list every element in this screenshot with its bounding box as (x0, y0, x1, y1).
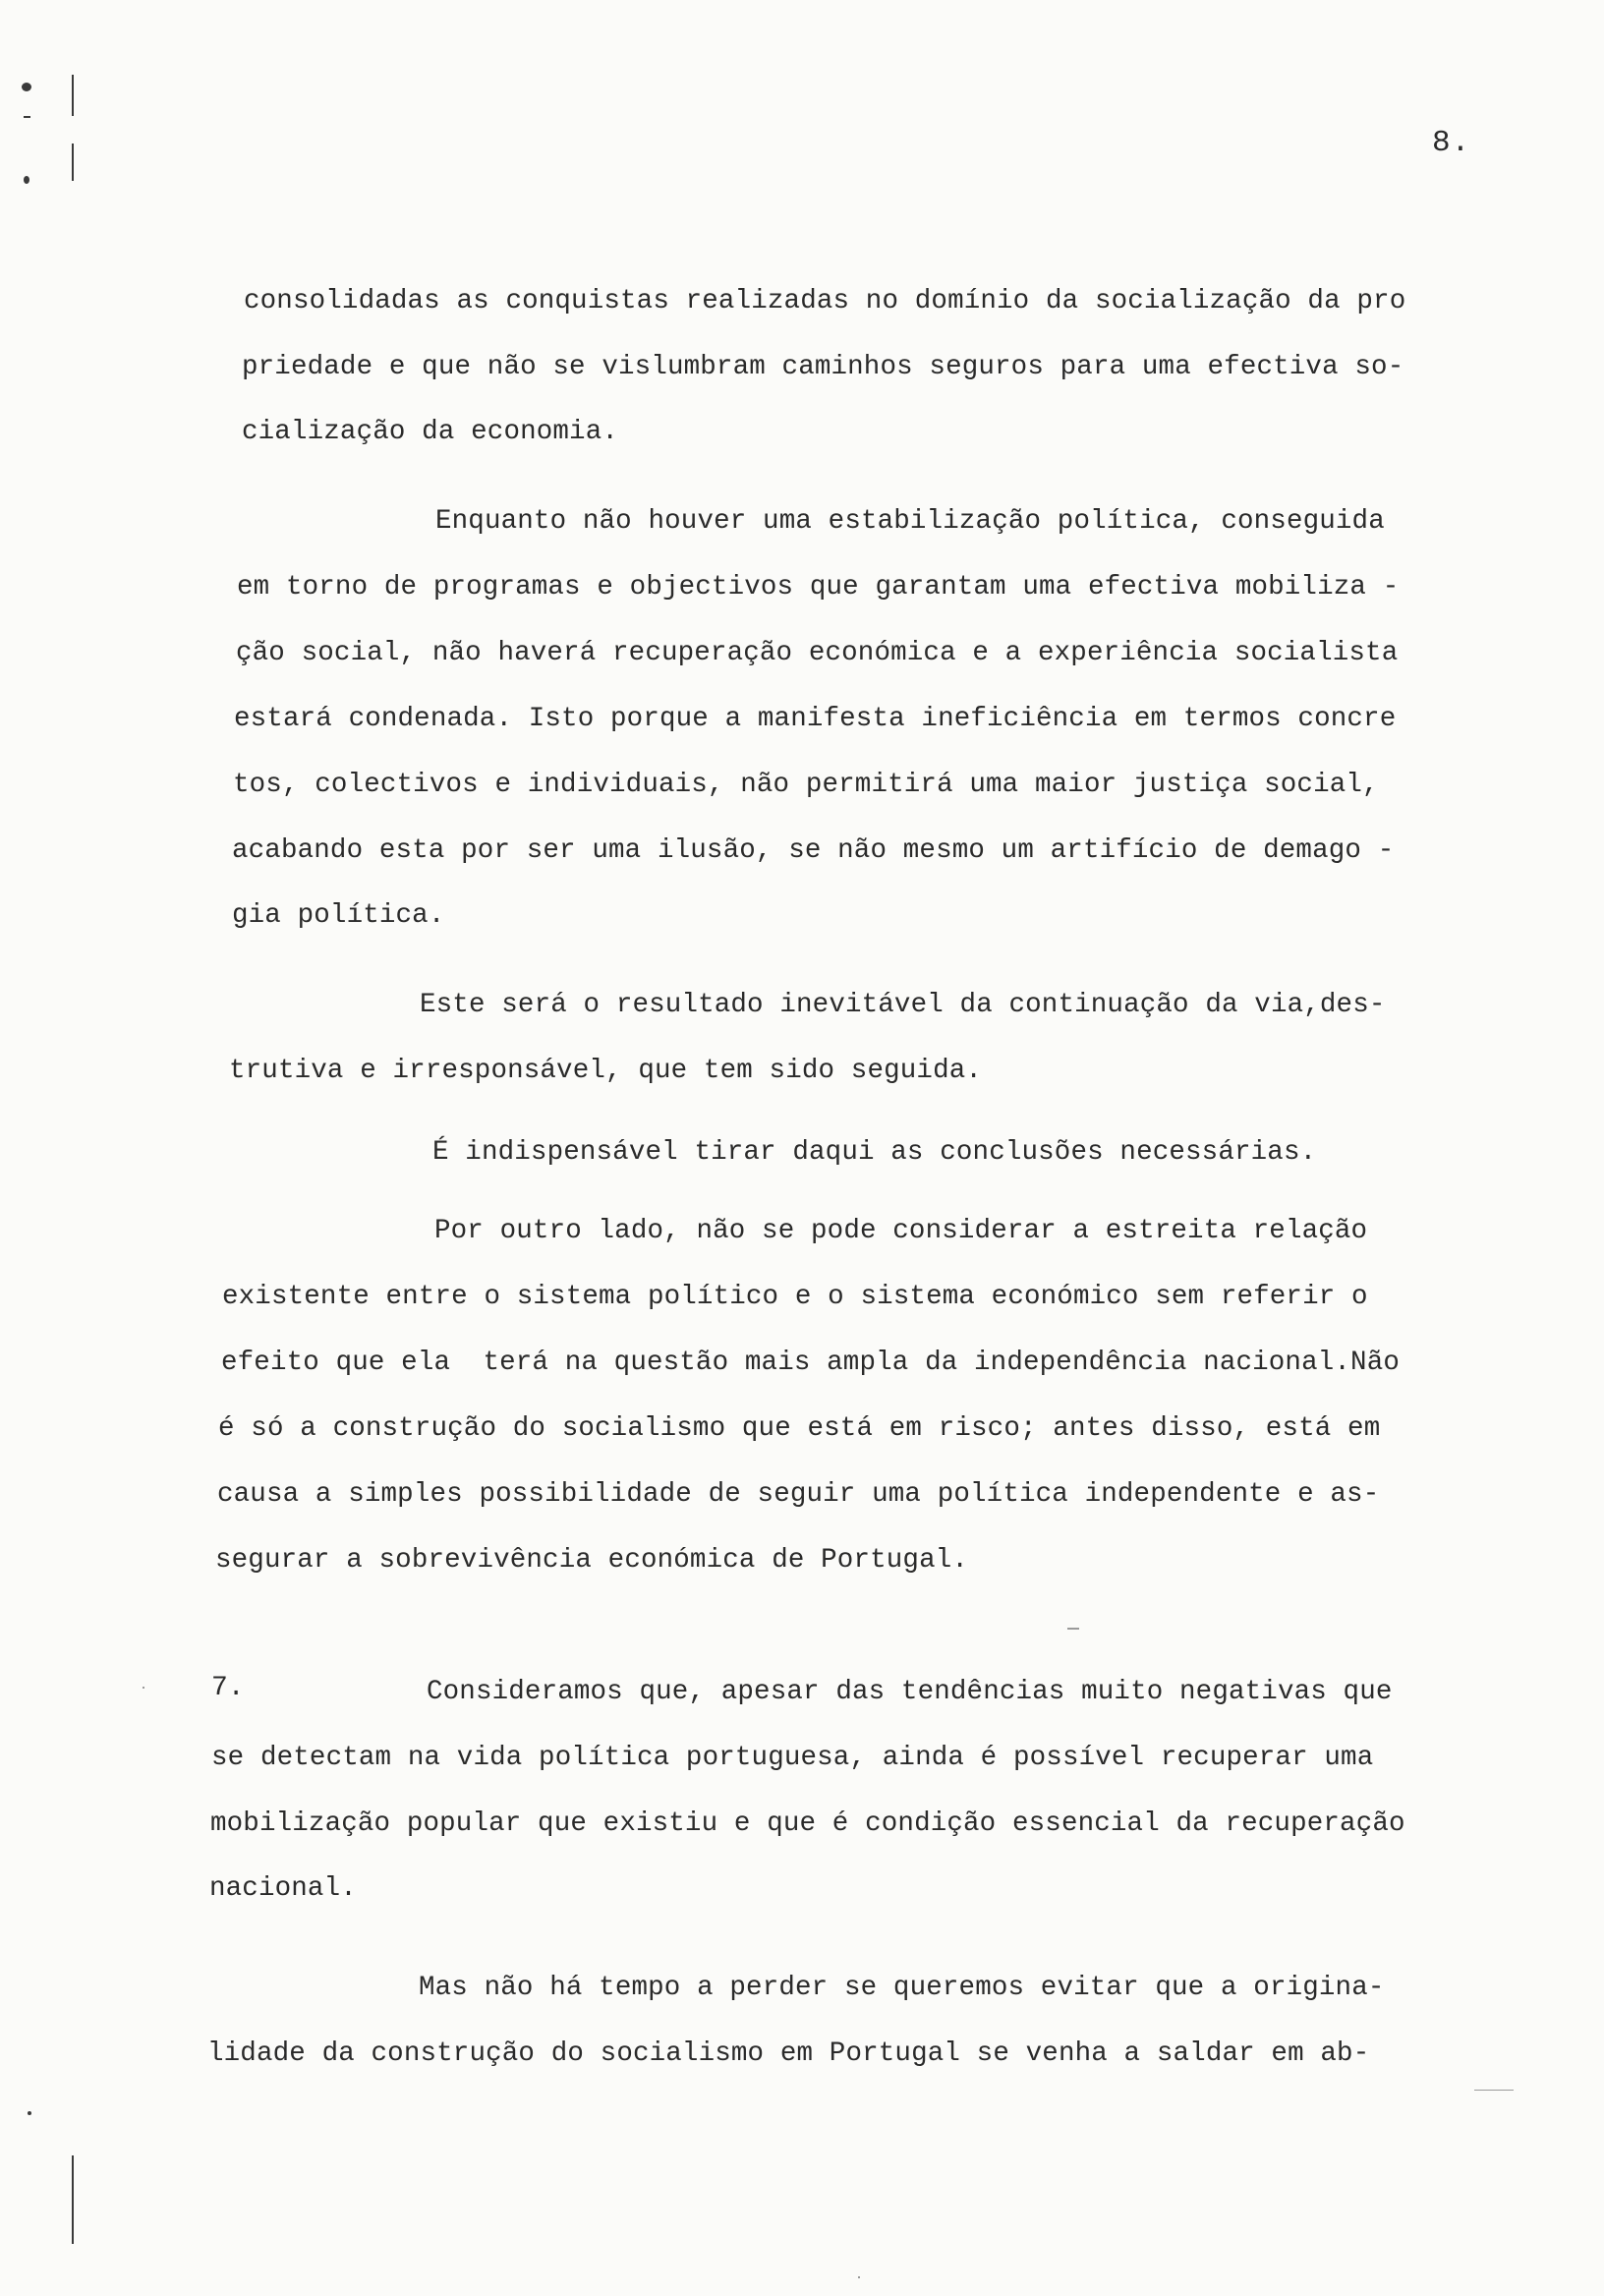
text-line: lidade da construção do socialismo em Portugal se venha a saldar em ab- (207, 2038, 1370, 2069)
text-line: efeito que ela terá na questão mais ampla da independência nacional.Não (221, 1348, 1400, 1378)
binder-mark-top (22, 83, 31, 91)
speck (1474, 2090, 1514, 2091)
text-line: Este será o resultado inevitável da continuação da via,des- (420, 990, 1386, 1020)
binder-line-1 (72, 75, 74, 116)
text-line: mobilização popular que existiu e que é condição essencial da recuperação (210, 1808, 1405, 1839)
text-line: é só a construção do socialismo que está em risco; antes disso, está em (218, 1413, 1381, 1444)
binder-dash (24, 116, 30, 118)
text-line: tos, colectivos e individuais, não permitirá uma maior justiça social, (233, 770, 1379, 800)
binder-line-3 (72, 2155, 74, 2244)
text-line: causa a simples possibilidade de seguir uma política independente e as- (217, 1479, 1380, 1510)
text-line: Enquanto não houver uma estabilização política, conseguida (435, 506, 1385, 537)
binder-line-2 (72, 144, 74, 181)
binder-mark-3 (28, 2111, 31, 2115)
text-line: existente entre o sistema político e o sistema económico sem referir o (222, 1282, 1368, 1312)
text-line: cialização da economia. (242, 417, 619, 447)
text-line: estará condenada. Isto porque a manifesta ineficiência em termos concre (234, 704, 1397, 734)
text-line: É indispensável tirar daqui as conclusões necessárias. (432, 1137, 1317, 1168)
text-line: ção social, não haverá recuperação económica e a experiência socialista (236, 638, 1399, 668)
speck (1067, 1628, 1079, 1630)
section-number: 7. (211, 1673, 245, 1703)
text-line: nacional. (209, 1873, 357, 1904)
speck (143, 1687, 144, 1689)
text-line: Consideramos que, apesar das tendências muito negativas que (427, 1677, 1393, 1707)
page-number: 8. (1432, 126, 1471, 160)
text-line: em torno de programas e objectivos que garantam uma efectiva mobiliza - (237, 572, 1400, 603)
text-line: segurar a sobrevivência económica de Portugal. (215, 1545, 969, 1576)
text-line: se detectam na vida política portuguesa, ainda é possível recuperar uma (211, 1743, 1374, 1773)
text-line: acabando esta por ser uma ilusão, se não mesmo um artifício de demago - (232, 835, 1395, 866)
text-line: Por outro lado, não se pode considerar a estreita relação (434, 1216, 1368, 1246)
text-line: trutiva e irresponsável, que tem sido seguida. (229, 1056, 983, 1086)
text-line: priedade e que não se vislumbram caminhos seguros para uma efectiva so- (242, 352, 1404, 382)
speck (858, 2276, 860, 2278)
text-line: consolidadas as conquistas realizadas no domínio da socialização da pro (244, 286, 1406, 316)
text-line: gia política. (232, 900, 445, 931)
text-line: Mas não há tempo a perder se queremos evitar que a origina- (419, 1973, 1385, 2003)
binder-mark-2 (24, 176, 29, 184)
